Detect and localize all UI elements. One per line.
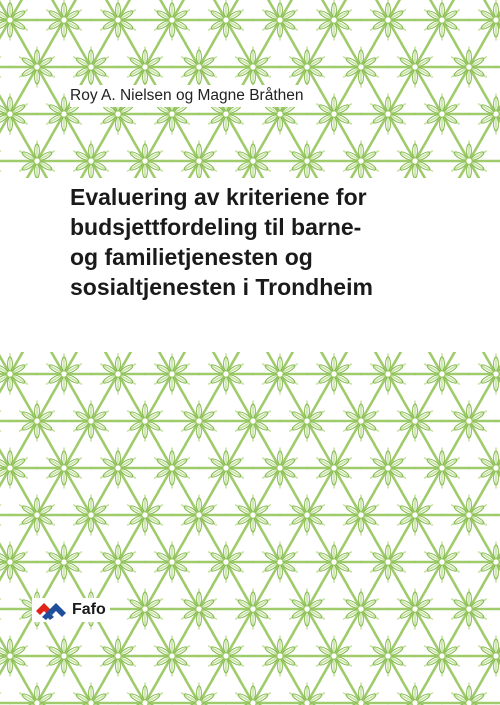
pattern-motif bbox=[253, 539, 307, 586]
pattern-motif bbox=[334, 398, 388, 445]
pattern-motif bbox=[0, 44, 10, 91]
pattern-motif bbox=[388, 586, 442, 633]
pattern-motif bbox=[496, 138, 500, 178]
pattern-motif bbox=[469, 352, 500, 397]
pattern-motif bbox=[334, 492, 388, 539]
pattern-motif bbox=[361, 633, 415, 680]
pattern-motif bbox=[0, 352, 37, 397]
pattern-motif bbox=[388, 44, 442, 91]
pattern-motif bbox=[145, 352, 199, 397]
pattern-motif bbox=[0, 680, 10, 705]
pattern-motif bbox=[64, 398, 118, 445]
pattern-motif bbox=[496, 44, 500, 91]
publisher-name: Fafo bbox=[72, 601, 106, 618]
pattern-motif bbox=[334, 680, 388, 705]
pattern-motif bbox=[388, 138, 442, 178]
title-line-1: Evaluering av kriteriene for bbox=[70, 184, 367, 210]
pattern-motif bbox=[37, 633, 91, 680]
pattern-motif bbox=[172, 586, 226, 633]
pattern-motif bbox=[91, 0, 145, 43]
pattern-motif bbox=[37, 352, 91, 397]
pattern-motif bbox=[0, 0, 37, 43]
pattern-motif bbox=[145, 445, 199, 492]
pattern-motif bbox=[469, 0, 500, 43]
pattern-motif bbox=[253, 445, 307, 492]
pattern-motif bbox=[226, 586, 280, 633]
pattern-motif bbox=[199, 539, 253, 586]
pattern-svg-bottom bbox=[0, 352, 500, 705]
pattern-motif bbox=[280, 138, 334, 178]
pattern-motif bbox=[496, 398, 500, 445]
pattern-motif bbox=[361, 91, 415, 138]
pattern-motif bbox=[10, 138, 64, 178]
pattern-motif bbox=[118, 586, 172, 633]
pattern-motif bbox=[253, 0, 307, 43]
publisher-logo bbox=[32, 598, 110, 622]
pattern-motif bbox=[172, 680, 226, 705]
pattern-motif bbox=[415, 539, 469, 586]
pattern-motif bbox=[469, 445, 500, 492]
pattern-motif bbox=[280, 398, 334, 445]
pattern-motif bbox=[10, 492, 64, 539]
pattern-motif bbox=[145, 633, 199, 680]
pattern-motif bbox=[199, 0, 253, 43]
pattern-motif bbox=[361, 539, 415, 586]
pattern-motif bbox=[253, 633, 307, 680]
pattern-motif bbox=[145, 0, 199, 43]
pattern-motif bbox=[64, 44, 118, 91]
report-title bbox=[70, 182, 490, 302]
pattern-motif bbox=[118, 492, 172, 539]
pattern-motif bbox=[64, 138, 118, 178]
pattern-motif bbox=[496, 492, 500, 539]
pattern-motif bbox=[10, 398, 64, 445]
pattern-motif bbox=[91, 352, 145, 397]
pattern-motif bbox=[253, 352, 307, 397]
pattern-motif bbox=[388, 492, 442, 539]
pattern-motif bbox=[226, 398, 280, 445]
pattern-motif bbox=[226, 138, 280, 178]
pattern-motif bbox=[307, 91, 361, 138]
pattern-motif bbox=[37, 539, 91, 586]
pattern-motif bbox=[37, 0, 91, 43]
pattern-motif bbox=[361, 352, 415, 397]
pattern-motif bbox=[91, 445, 145, 492]
pattern-motif bbox=[199, 352, 253, 397]
pattern-motif bbox=[415, 352, 469, 397]
pattern-motif bbox=[415, 445, 469, 492]
pattern-motif bbox=[226, 492, 280, 539]
pattern-motif bbox=[118, 398, 172, 445]
pattern-motif bbox=[334, 138, 388, 178]
pattern-motif bbox=[280, 44, 334, 91]
pattern-motif bbox=[0, 445, 37, 492]
pattern-motif bbox=[37, 445, 91, 492]
pattern-motif bbox=[118, 680, 172, 705]
pattern-motif bbox=[118, 138, 172, 178]
pattern-motif bbox=[334, 586, 388, 633]
pattern-motif bbox=[307, 539, 361, 586]
pattern-motif bbox=[280, 492, 334, 539]
title-line-2: budsjettfordeling til barne- bbox=[70, 214, 362, 240]
pattern-motif bbox=[442, 398, 496, 445]
pattern-motif bbox=[118, 44, 172, 91]
decorative-pattern-bottom bbox=[0, 352, 500, 705]
pattern-motif bbox=[199, 445, 253, 492]
pattern-motif bbox=[496, 680, 500, 705]
pattern-motif bbox=[64, 680, 118, 705]
pattern-motif bbox=[442, 492, 496, 539]
pattern-motif bbox=[469, 91, 500, 138]
pattern-motif bbox=[469, 539, 500, 586]
pattern-motif bbox=[442, 44, 496, 91]
pattern-motif bbox=[442, 586, 496, 633]
authors: Roy A. Nielsen og Magne Bråthen bbox=[70, 85, 308, 107]
pattern-motif bbox=[226, 680, 280, 705]
pattern-motif bbox=[172, 138, 226, 178]
pattern-motif bbox=[91, 633, 145, 680]
pattern-motif bbox=[0, 91, 37, 138]
pattern-motif bbox=[10, 680, 64, 705]
pattern-motif bbox=[442, 138, 496, 178]
pattern-motif bbox=[280, 680, 334, 705]
title-band bbox=[0, 178, 500, 352]
pattern-motif bbox=[307, 445, 361, 492]
pattern-motif bbox=[361, 0, 415, 43]
pattern-motif bbox=[145, 539, 199, 586]
pattern-motif bbox=[199, 633, 253, 680]
fafo-logo-icon bbox=[34, 599, 68, 621]
pattern-motif bbox=[415, 91, 469, 138]
pattern-motif bbox=[0, 633, 37, 680]
pattern-motif bbox=[334, 44, 388, 91]
pattern-motif bbox=[361, 445, 415, 492]
pattern-motif bbox=[0, 539, 37, 586]
pattern-motif bbox=[10, 44, 64, 91]
pattern-motif bbox=[307, 0, 361, 43]
pattern-motif bbox=[496, 586, 500, 633]
title-line-4: sosialtjenesten i Trondheim bbox=[70, 274, 373, 300]
pattern-motif bbox=[388, 680, 442, 705]
pattern-motif bbox=[0, 138, 10, 178]
pattern-motif bbox=[415, 633, 469, 680]
pattern-motif bbox=[442, 680, 496, 705]
title-line-3: og familietjenesten og bbox=[70, 244, 313, 270]
pattern-motif bbox=[0, 398, 10, 445]
pattern-motif bbox=[0, 492, 10, 539]
pattern-motif bbox=[388, 398, 442, 445]
pattern-motif bbox=[307, 352, 361, 397]
pattern-motif bbox=[307, 633, 361, 680]
pattern-motif bbox=[172, 492, 226, 539]
pattern-motif bbox=[64, 492, 118, 539]
pattern-motif bbox=[226, 44, 280, 91]
pattern-motif bbox=[469, 633, 500, 680]
pattern-motif bbox=[172, 398, 226, 445]
pattern-motif bbox=[280, 586, 334, 633]
pattern-motif bbox=[415, 0, 469, 43]
pattern-motif bbox=[0, 586, 10, 633]
pattern-motif bbox=[172, 44, 226, 91]
pattern-motif bbox=[91, 539, 145, 586]
